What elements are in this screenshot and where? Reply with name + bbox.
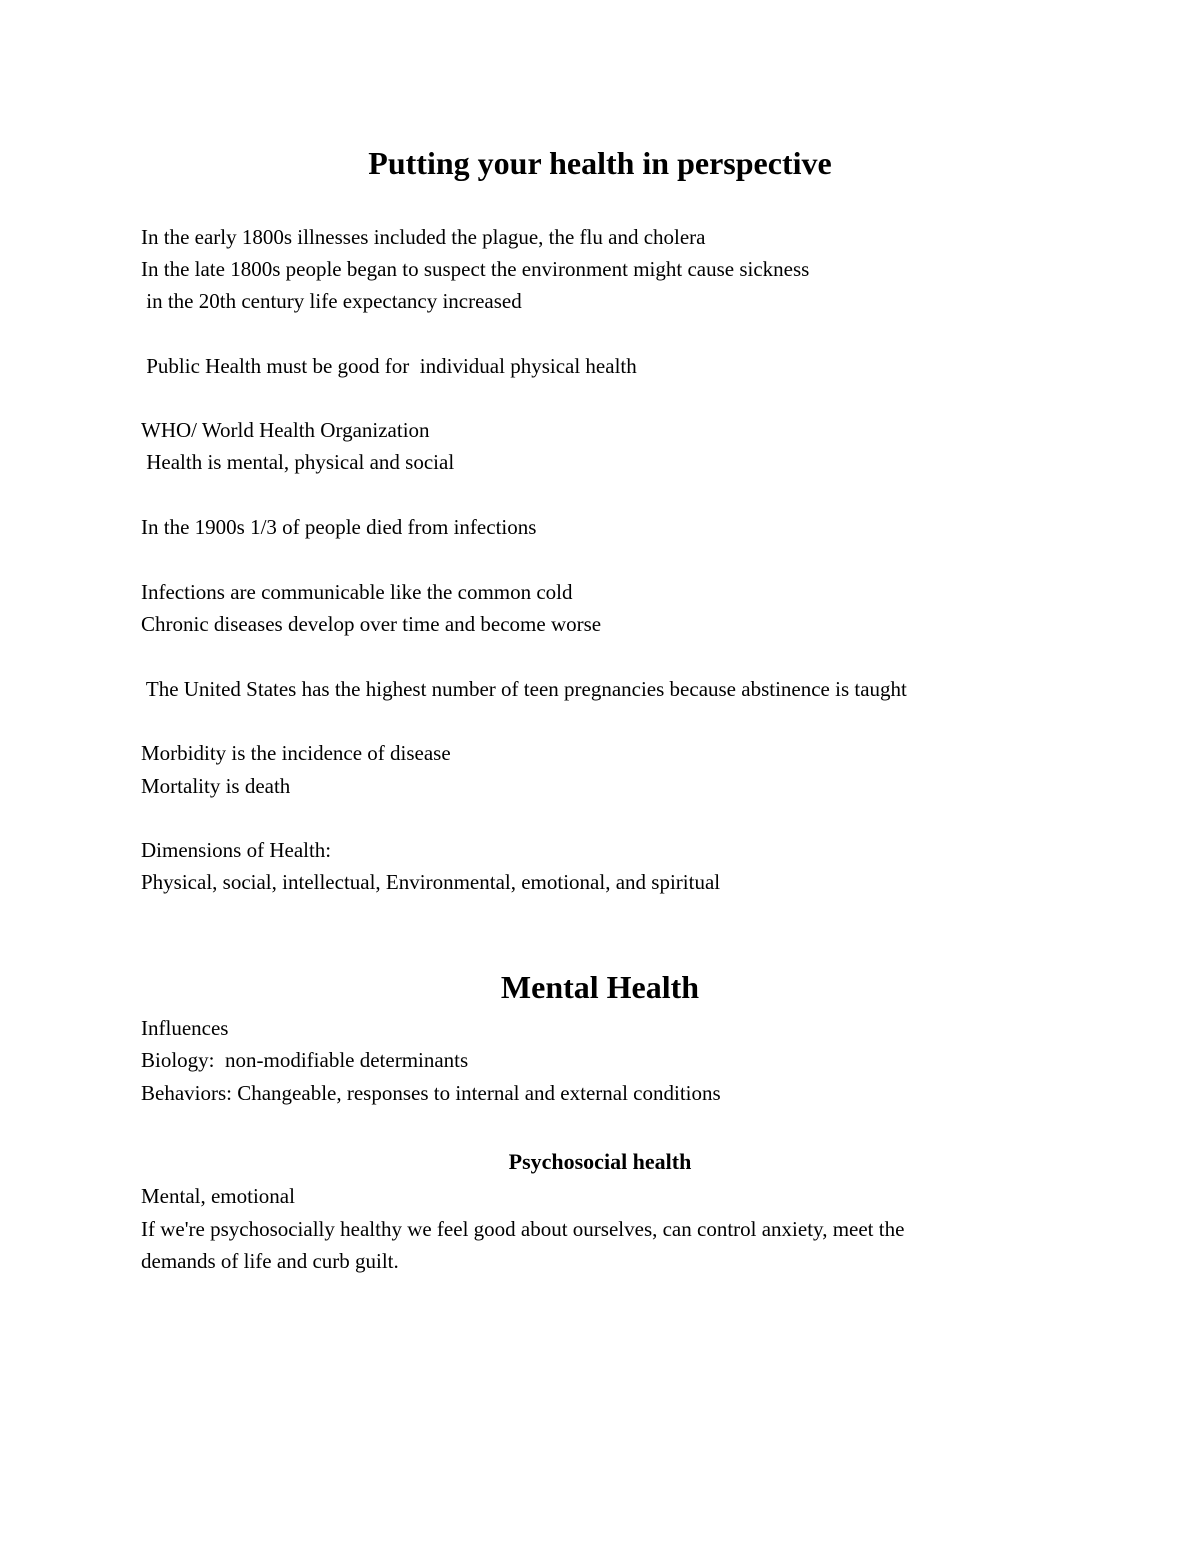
text-line: WHO/ World Health Organization (141, 418, 430, 442)
text-line: If we're psychosocially healthy we feel good about ourselves, can control anxiety, meet the (141, 1217, 905, 1241)
text-line: Chronic diseases develop over time and become worse (141, 612, 602, 636)
text-line: Mortality is death (141, 774, 291, 798)
text-line: Dimensions of Health: (141, 838, 332, 862)
text-line: in the 20th century life expectancy increased (141, 289, 522, 313)
subsection-heading-psychosocial: Psychosocial health (508, 1149, 692, 1174)
text-line: In the early 1800s illnesses included the plague, the flu and cholera (141, 225, 706, 249)
text-line: Influences (141, 1016, 229, 1040)
text-line: In the late 1800s people began to suspect the environment might cause sickness (141, 257, 810, 281)
text-line: Physical, social, intellectual, Environmental, emotional, and spiritual (141, 870, 721, 894)
text-line: Mental, emotional (141, 1184, 295, 1208)
section-heading-mental-health: Mental Health (500, 969, 700, 1005)
page-title: Putting your health in perspective (368, 145, 832, 181)
text-line: demands of life and curb guilt. (141, 1249, 399, 1273)
text-line: Health is mental, physical and social (141, 450, 455, 474)
text-line: Morbidity is the incidence of disease (141, 741, 451, 765)
text-line: Biology: non-modifiable determinants (141, 1048, 469, 1072)
text-line: The United States has the highest number of teen pregnancies because abstinence is taught (141, 677, 907, 701)
text-line: Public Health must be good for individual physical health (141, 354, 637, 378)
text-line: Infections are communicable like the common cold (141, 580, 573, 604)
text-line: Behaviors: Changeable, responses to internal and external conditions (141, 1081, 721, 1105)
text-line: In the 1900s 1/3 of people died from infections (141, 515, 537, 539)
